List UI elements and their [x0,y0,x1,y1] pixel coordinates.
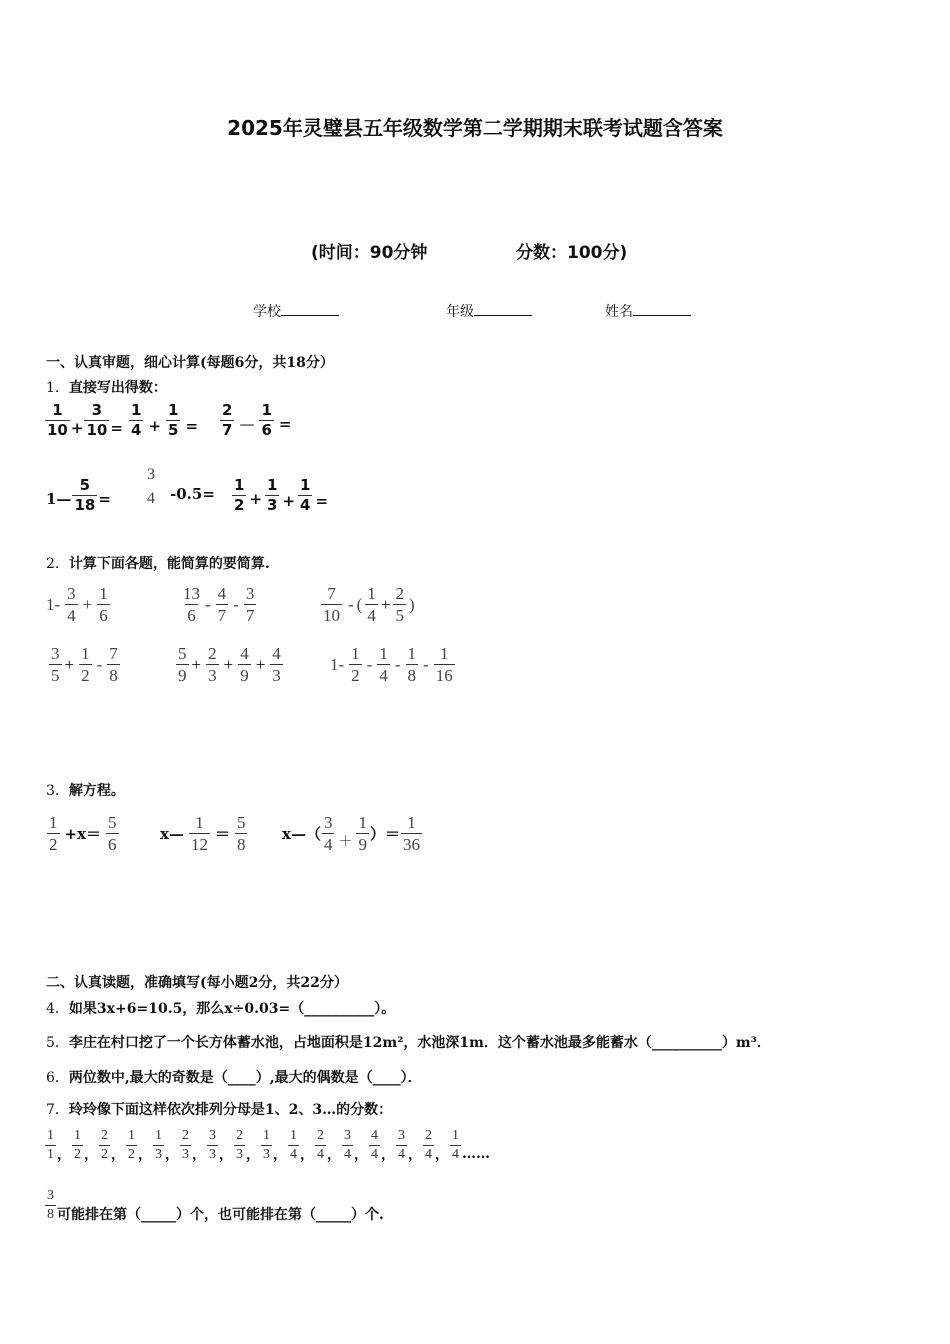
q1-number: 1． [46,380,69,396]
separator: ， [435,1147,449,1163]
fraction: $\frac{1}{2}$ [351,644,360,685]
fraction: $\frac{2}{5}$ [395,584,404,625]
separator: ， [192,1147,206,1163]
separator: ， [57,1147,71,1163]
separator: ， [84,1147,98,1163]
q4-number: 4． [46,1001,69,1017]
fraction: $\frac{1}{2}$ [49,813,58,854]
total-score: 分数：100分) [516,243,628,263]
sequence-fraction: $\frac{1}{2}$ [74,1127,81,1162]
fraction: $\frac{13}{6}$ [183,584,200,625]
q2-expr-f [330,645,460,684]
fraction: $\frac{3}{10}$ [86,401,108,439]
q2-expr-e [173,645,288,684]
fraction: $\frac{5}{9}$ [178,644,187,685]
separator: ， [165,1147,179,1163]
operator: - [96,654,103,674]
separator: ， [273,1147,287,1163]
fraction: $\frac{5}{6}$ [108,813,117,854]
equals: = [315,491,329,510]
sequence-fraction: $\frac{2}{3}$ [236,1127,243,1162]
ellipsis: …… [462,1146,490,1162]
fraction: $\frac{1}{4}$ [300,476,311,514]
separator: ， [408,1147,422,1163]
q3-equation-c [282,814,423,853]
equals: = [98,489,111,508]
equals: = [185,416,199,435]
question-5 [46,1032,771,1052]
fraction: $\frac{3}{4}$ [323,813,333,854]
operator: — [239,414,255,433]
operator: ＋ [338,834,353,850]
q1-text: 直接写出得数： [68,380,167,396]
sequence-fraction: $\frac{3}{4}$ [344,1127,351,1162]
fraction: $\frac{1}{4}$ [379,644,388,685]
sequence-fraction: $\frac{1}{4}$ [452,1127,459,1162]
sequence-fraction: $\frac{2}{2}$ [101,1127,108,1162]
fraction: $\frac{4}{9}$ [240,644,249,685]
operator: - [233,594,239,614]
separator: ， [246,1147,260,1163]
paren: ) [408,594,415,614]
q7-tail-text: 可能排在第（_____）个，也可能排在第（_____）个. [57,1207,384,1223]
separator: ， [219,1147,233,1163]
operator: + [282,491,296,510]
fraction: $\frac{1}{5}$ [168,401,179,439]
equation-term: +x＝ [64,825,102,843]
question-3 [46,780,125,800]
sequence-fraction: $\frac{2}{4}$ [317,1127,324,1162]
school-label: 学校 [253,304,281,320]
question-7 [46,1099,392,1119]
operator: + [82,594,93,614]
separator: ， [354,1147,368,1163]
page-title: 2025年灵璧县五年级数学第二学期期末联考试题含答案 [227,116,723,140]
sequence-fraction: $\frac{1}{3}$ [263,1127,270,1162]
equation-term: x— [160,824,184,843]
sequence-fraction: $\frac{3}{4}$ [398,1127,405,1162]
operator: + [255,654,266,674]
q7-text: 玲玲像下面这样依次排列分母是1、2、3…的分数： [68,1102,393,1118]
section1-heading: 一、认真审题，细心计算(每题6分，共18分） [46,355,334,371]
operator: - [423,654,429,674]
q7-number: 7． [46,1102,69,1118]
fraction: $\frac{1}{4}$ [131,401,142,439]
equation-term: x—（ [282,825,321,843]
fraction: $\frac{1}{8}$ [407,644,417,685]
q2-expr-b [178,585,261,624]
q4-text: 如果3x+6=10.5，那么x÷0.03=（__________）。 [68,1001,396,1017]
name-label: 姓名 [605,304,633,320]
name-field[interactable] [605,301,691,321]
fraction: $\frac{4}{3}$ [272,644,281,685]
q1-expr-e [144,467,215,507]
sequence-fraction: $\frac{1}{4}$ [290,1127,297,1162]
fraction: $\frac{3}{5}$ [51,644,60,685]
fraction: $\frac{1}{6}$ [99,584,108,625]
fraction: $\frac{1}{10}$ [47,401,68,439]
fraction: $\frac{2}{3}$ [208,644,217,685]
fraction: $\frac{1}{36}$ [402,813,420,854]
sequence-fraction: $\frac{2}{3}$ [182,1127,189,1162]
sequence-fraction: $\frac{1}{1}$ [47,1127,54,1162]
name-blank[interactable] [633,301,691,316]
q3-equation-a [46,814,120,853]
fraction: $\frac{2}{7}$ [222,401,233,439]
q1-expr-f [231,478,328,513]
fraction: $\frac{7}{8}$ [109,644,118,685]
q1-expr-d [46,478,111,513]
separator: ， [381,1147,395,1163]
fraction: $\frac{5}{18}$ [74,476,96,514]
equals: ＝ [214,825,230,843]
sequence-fraction: $\frac{1}{3}$ [155,1127,162,1162]
decimal-term: -0.5= [170,485,215,503]
separator: ， [138,1147,152,1163]
section2-heading: 二、认真读题，准确填写(每小题2分，共22分） [46,975,348,991]
fraction: $\frac{1}{2}$ [234,476,245,514]
equals: = [110,418,123,437]
q5-text: 李庄在村口挖了一个长方体蓄水池，占地面积是12m²，水池深1m．这个蓄水池最多能蓄水（__________）m³． [68,1035,771,1051]
equals: = [278,414,292,433]
q2-expr-d [46,645,125,684]
fraction: $\frac{1}{2}$ [81,644,90,685]
question-2 [46,553,270,573]
q2-text: 计算下面各题，能简算的要简算. [68,556,270,572]
paren: ( [356,594,363,614]
operator: 1- [330,654,345,674]
separator: ， [300,1147,314,1163]
fraction: $\frac{1}{16}$ [435,644,453,685]
grade-blank[interactable] [474,301,532,316]
operator: + [223,654,234,674]
q6-number: 6． [46,1070,69,1086]
operator: + [191,654,202,674]
q3-equation-b [160,814,248,853]
fraction: $\frac{4}{7}$ [217,584,227,625]
q2-expr-a [46,585,115,624]
operator: 1— [46,489,72,508]
q7-answer-line [44,1186,384,1224]
sequence-fraction: $\frac{1}{2}$ [128,1127,135,1162]
fraction: $\frac{1}{9}$ [358,813,367,854]
q3-number: 3． [46,783,69,799]
target-fraction: $\frac{3}{8}$ [47,1187,54,1222]
question-6 [46,1067,422,1087]
question-4 [46,998,395,1018]
q3-text: 解方程。 [68,783,125,799]
operator: + [64,654,75,674]
sequence-fraction: $\frac{3}{3}$ [209,1127,216,1162]
school-field[interactable] [253,301,339,321]
operator: - [366,654,373,674]
q5-number: 5． [46,1035,69,1051]
operator: - [205,594,211,614]
q6-text: 两位数中,最大的奇数是（____）,最大的偶数是（____）． [68,1070,422,1086]
school-blank[interactable] [281,301,339,316]
fraction: 3 4 [147,466,155,507]
operator: + [249,489,263,508]
fraction: $\frac{7}{10}$ [323,584,340,625]
fraction: $\frac{1}{4}$ [367,584,376,625]
operator: + [70,418,84,437]
q1-expr-a [44,403,123,438]
operator: + [148,416,162,435]
q1-expr-b [128,403,198,438]
grade-field[interactable] [446,301,532,321]
grade-label: 年级 [446,304,474,320]
fraction: $\frac{1}{12}$ [190,813,208,854]
fraction: $\frac{1}{6}$ [261,401,272,439]
separator: ， [327,1147,341,1163]
operator: - [394,654,401,674]
separator: ， [111,1147,125,1163]
q2-number: 2． [46,556,69,572]
fraction: $\frac{5}{8}$ [236,813,246,854]
question-1 [46,377,167,397]
operator: - [348,594,354,614]
time-limit: (时间：90分钟 [311,243,428,263]
operator: + [380,594,391,614]
fraction: $\frac{1}{3}$ [267,476,278,514]
operator: 1- [46,594,61,614]
q1-expr-c [219,403,291,438]
equation-term: ）＝ [369,825,400,843]
fraction: $\frac{3}{4}$ [67,584,76,625]
q2-expr-c [318,585,415,624]
sequence-fraction: $\frac{4}{4}$ [371,1127,378,1162]
fraction: $\frac{3}{7}$ [245,584,255,625]
fraction-sequence [44,1126,490,1164]
sequence-fraction: $\frac{2}{4}$ [425,1127,432,1162]
